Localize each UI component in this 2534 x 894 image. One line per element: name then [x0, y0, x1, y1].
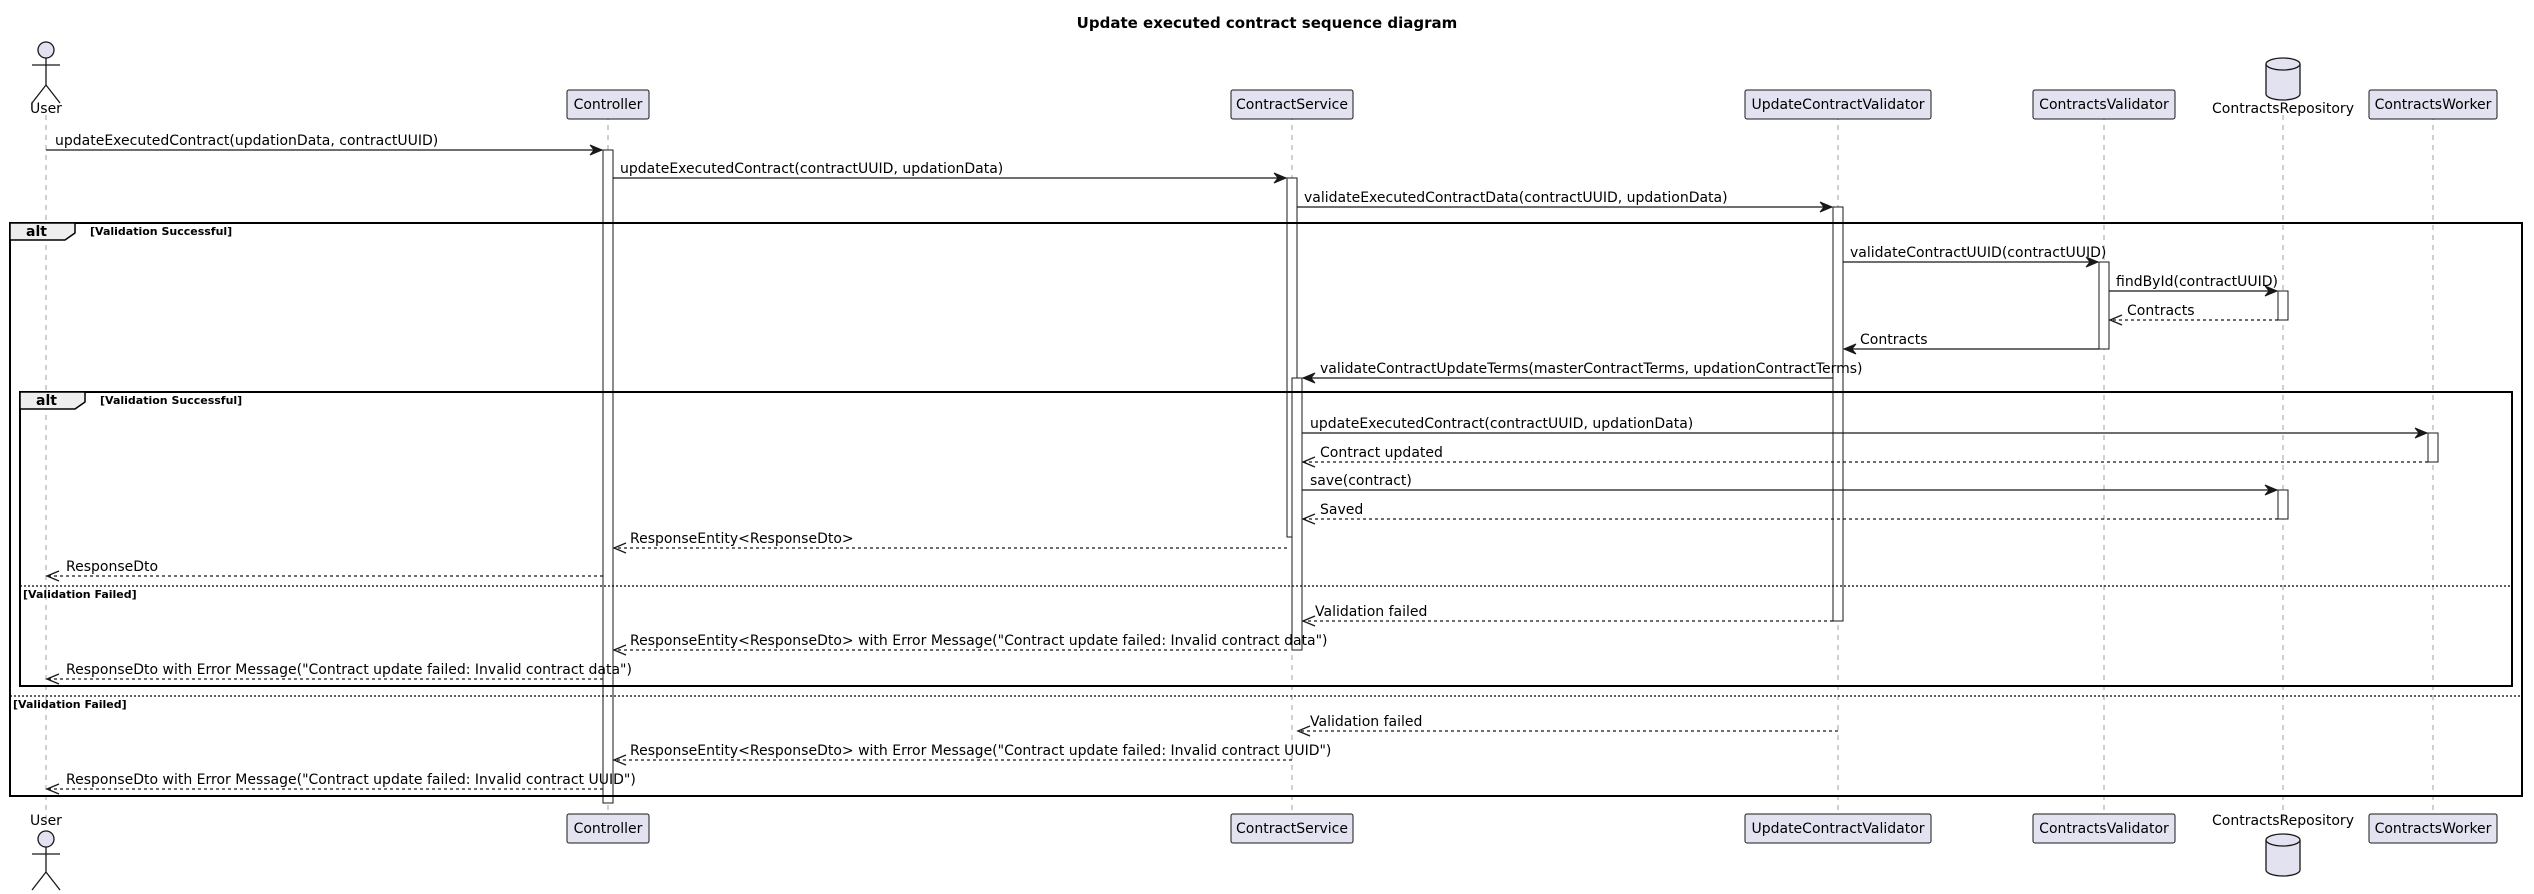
fragment-guard: [Validation Successful] [90, 225, 233, 238]
activation-bar [2278, 291, 2288, 320]
message-label: Contract updated [1320, 445, 1443, 461]
participant-contractsvalidator-bottom [2033, 814, 2175, 843]
participant-contractservice-bottom [1231, 814, 1353, 843]
activation-bar [603, 150, 613, 803]
lifelines [46, 115, 2433, 820]
message-label: updateExecutedContract(contractUUID, updationData) [620, 161, 1004, 177]
participant-label-controller: Controller [573, 97, 643, 113]
participant-label-contractsworker: ContractsWorker [2374, 821, 2492, 837]
participant-label-contractservice: ContractService [1236, 97, 1348, 113]
activation-bar [2278, 490, 2288, 519]
message-label: save(contract) [1310, 473, 1412, 489]
participant-contractsworker-top [2369, 90, 2497, 119]
participant-user-top [30, 42, 62, 117]
message-label: Validation failed [1315, 604, 1428, 620]
message-label: ResponseDto [66, 559, 159, 575]
message-label: updateExecutedContract(updationData, contractUUID) [55, 133, 439, 149]
message-label: ResponseEntity<ResponseDto> [630, 531, 854, 547]
message-label: validateContractUUID(contractUUID) [1850, 245, 2107, 261]
participant-user-bottom [30, 813, 62, 890]
participant-label-contractsworker: ContractsWorker [2374, 97, 2492, 113]
message-label: ResponseDto with Error Message("Contract update failed: Invalid contract data") [66, 662, 632, 678]
message-label: Validation failed [1310, 714, 1423, 730]
participant-label-controller: Controller [573, 821, 643, 837]
fragment-keyword: alt [36, 393, 57, 409]
participant-contractsrepository-top [2212, 58, 2354, 117]
participant-controller-bottom [567, 814, 649, 843]
activation-bar [2099, 262, 2109, 349]
activation-bar [2428, 433, 2438, 462]
participant-label-user: User [30, 813, 62, 829]
participant-controller-top [567, 90, 649, 119]
message-label: validateContractUpdateTerms(masterContractTerms, updationContractTerms) [1320, 361, 1863, 377]
fragment-else-guard: [Validation Failed] [23, 588, 137, 601]
participant-label-contractsvalidator: ContractsValidator [2039, 97, 2169, 113]
actor-legs-icon [32, 872, 60, 890]
participant-label-contractsrepository: ContractsRepository [2212, 813, 2354, 829]
participant-label-user: User [30, 101, 62, 117]
participant-contractservice-top [1231, 90, 1353, 119]
message-label: ResponseEntity<ResponseDto> with Error Message("Contract update failed: Invalid contract data") [630, 633, 1328, 649]
participant-label-contractsrepository: ContractsRepository [2212, 101, 2354, 117]
message-label: ResponseDto with Error Message("Contract update failed: Invalid contract UUID") [66, 772, 636, 788]
participant-label-contractsvalidator: ContractsValidator [2039, 821, 2169, 837]
participant-updatecontractvalidator-top [1745, 90, 1931, 119]
message-label: Saved [1320, 502, 1364, 518]
message-label: validateExecutedContractData(contractUUID, updationData) [1304, 190, 1728, 206]
message-label: updateExecutedContract(contractUUID, updationData) [1310, 416, 1694, 432]
actor-head-icon [38, 831, 54, 847]
diagram-title: Update executed contract sequence diagram [1076, 14, 1458, 32]
participant-contractsworker-bottom [2369, 814, 2497, 843]
fragment-else-guard: [Validation Failed] [13, 698, 127, 711]
message-label: findById(contractUUID) [2116, 274, 2278, 290]
database-icon [2266, 58, 2300, 100]
activation-bar [1833, 207, 1843, 621]
participant-label-contractservice: ContractService [1236, 821, 1348, 837]
participant-contractsrepository-bottom [2212, 813, 2354, 876]
fragment-keyword: alt [26, 224, 47, 240]
fragment-guard: [Validation Successful] [100, 394, 243, 407]
participant-updatecontractvalidator-bottom [1745, 814, 1931, 843]
participant-label-updatecontractvalidator: UpdateContractValidator [1751, 97, 1925, 113]
activation-bar [1292, 378, 1302, 650]
actor-head-icon [38, 42, 54, 58]
message-label: Contracts [2127, 303, 2195, 319]
database-icon [2266, 834, 2300, 876]
participant-contractsvalidator-top [2033, 90, 2175, 119]
message-label: ResponseEntity<ResponseDto> with Error Message("Contract update failed: Invalid contract UUID") [630, 743, 1332, 759]
participant-label-updatecontractvalidator: UpdateContractValidator [1751, 821, 1925, 837]
message-label: Contracts [1860, 332, 1928, 348]
activations [603, 150, 2438, 803]
messages [46, 133, 2428, 794]
